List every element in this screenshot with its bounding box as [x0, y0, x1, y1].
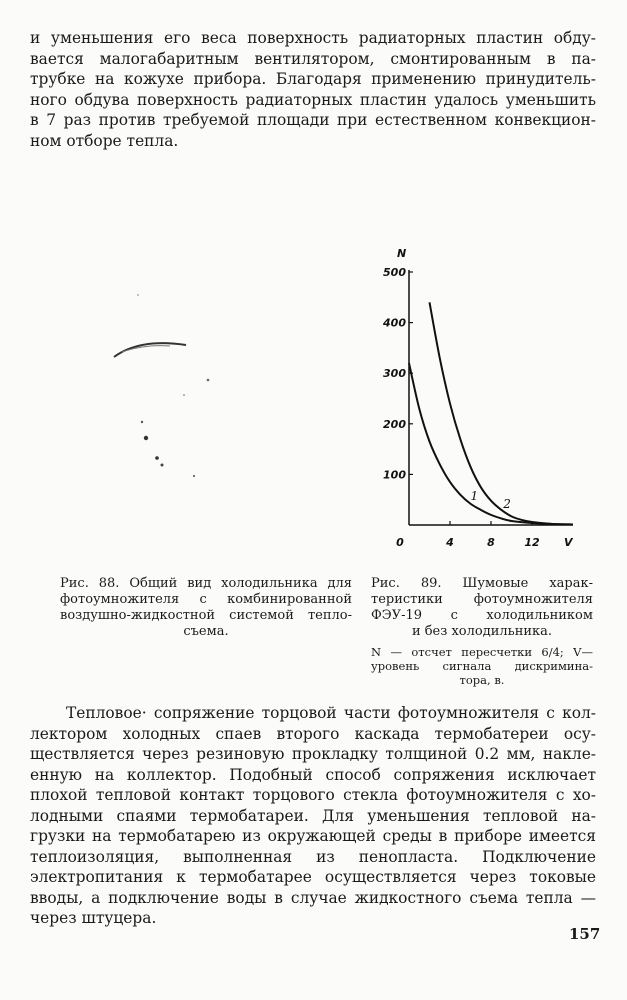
text-line: лектором холодных спаев второго каскада термобатереи осу- [30, 724, 596, 743]
page-number: 157 [569, 925, 601, 943]
text-line: грузки на термобатарею из окружающей среды в приборе имеется [30, 827, 596, 845]
y-tick-label: 300 [383, 367, 406, 381]
text-line: ного обдува поверхность радиаторных пластин удалось уменьшить [30, 90, 596, 109]
paragraph-bottom [30, 703, 596, 929]
caption-line: и без холодильника. [411, 624, 553, 639]
y-tick-label: 200 [383, 417, 406, 431]
photo-arc [114, 343, 186, 357]
paragraph-top [30, 28, 596, 151]
caption-line: фотоумножителя с комбинированной [60, 592, 352, 607]
y-axis-label: N [397, 247, 407, 260]
figure-89-caption [371, 576, 593, 640]
series-2-label: 2 [503, 496, 511, 511]
caption-line: Рис. 88. Общий вид холодильника для [60, 576, 352, 591]
note-line: N — отсчет пересчетки 6/4; V— [371, 645, 593, 659]
series-2-line [430, 302, 574, 524]
caption-line: воздушно-жидкостной системой тепло- [60, 608, 352, 623]
text-line: Тепловое· сопряжение торцовой части фотоумножителя с кол- [66, 704, 596, 722]
text-line: енную на коллектор. Подобный способ сопряжения исключает [30, 765, 596, 784]
figure-89-note [371, 645, 593, 687]
text-line: вводы, а подключение воды в случае жидкостного съема тепла — [30, 888, 596, 907]
text-line: плохой тепловой контакт торцового стекла фотоумножителя с хо- [30, 786, 596, 804]
text-line: электропитания к термобатарее осуществляется через токовые [30, 868, 596, 886]
photo-speck [183, 394, 185, 396]
series-1-label: 1 [470, 488, 479, 503]
photo-speck [141, 421, 143, 423]
text-line: трубке на кожухе прибора. Благодаря применению принудитель- [30, 70, 596, 88]
figure-88-photo [100, 240, 270, 500]
photo-speck [144, 436, 148, 440]
text-line: в 7 раз против требуемой площади при естественном конвекцион- [30, 111, 596, 129]
photo-speck [193, 475, 195, 477]
caption-line: ФЭУ-19 с холодильником [371, 608, 593, 623]
y-tick-label: 100 [383, 468, 406, 482]
x-tick-label: 12 [524, 536, 540, 549]
note-line: тора, в. [459, 673, 505, 687]
y-tick-label: 500 [383, 266, 406, 279]
x-tick-label: 8 [487, 536, 495, 549]
x-axis-label: V [564, 536, 573, 549]
figure-89-chart [368, 240, 583, 555]
text-line: и уменьшения его веса поверхность радиаторных пластин обду- [30, 29, 596, 47]
x-tick-label: 4 [446, 536, 454, 549]
text-line: ществляется через резиновую прокладку толщиной 0.2 мм, накле- [30, 745, 596, 763]
caption-line: Рис. 89. Шумовые харак- [371, 576, 593, 591]
y-tick-label: 400 [383, 316, 406, 330]
photo-speck [161, 464, 164, 467]
caption-line: съема. [183, 624, 229, 639]
photo-speck [155, 456, 159, 460]
photo-speck [207, 379, 210, 382]
photo-speck [137, 294, 139, 296]
text-line: теплоизоляция, выполненная из пенопласта. Подключение [30, 847, 596, 866]
text-line: через штуцера. [30, 909, 157, 927]
x-tick-label: 0 [396, 536, 404, 549]
text-line: лодными спаями термобатареи. Для уменьшения тепловой на- [30, 806, 596, 825]
caption-line: теристики фотоумножителя [371, 592, 593, 607]
figure-88-caption [60, 576, 352, 640]
text-line: вается малогабаритным вентилятором, смонтированным в па- [30, 49, 596, 68]
text-line: ном отборе тепла. [30, 131, 179, 150]
note-line: уровень сигнала дискримина- [371, 659, 593, 673]
